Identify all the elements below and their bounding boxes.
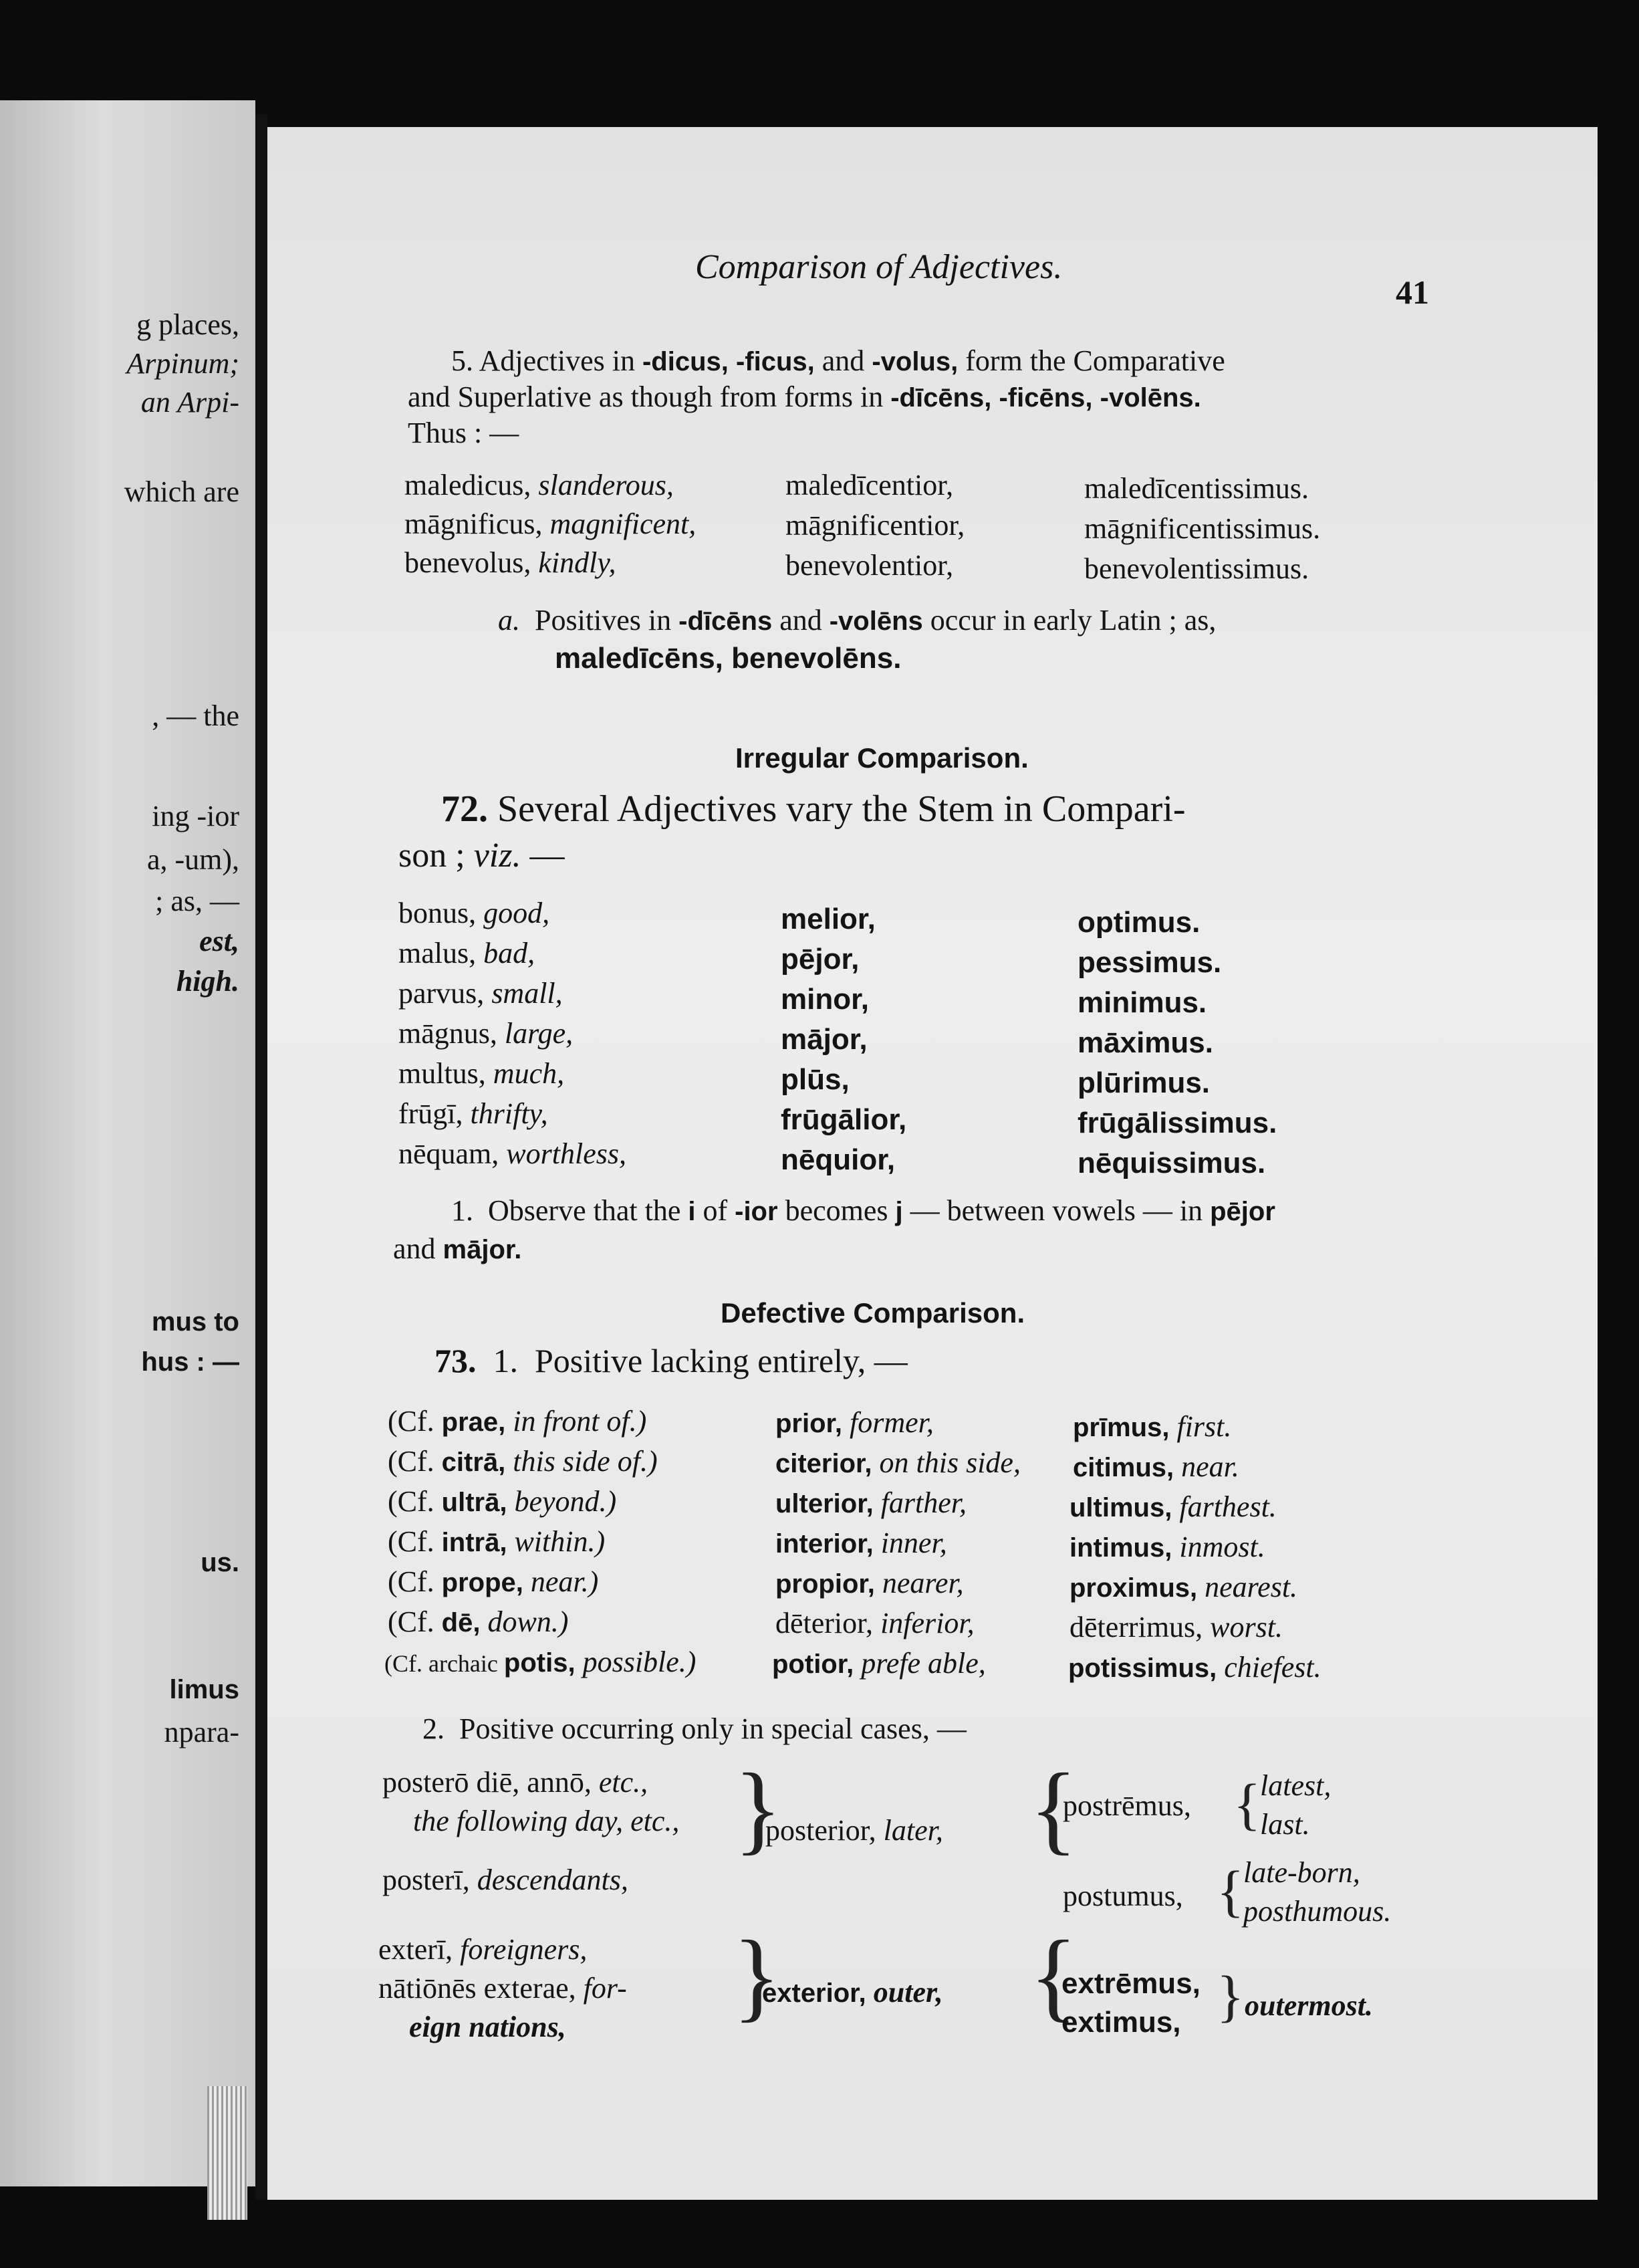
postremus-cell: postrēmus, <box>1063 1789 1191 1822</box>
page-edge <box>207 2086 247 2220</box>
left-fragment: a, -um), <box>146 843 239 876</box>
table-row: (Cf. archaic potis, possible.) <box>384 1646 697 1678</box>
section-5-line-3: Thus : — <box>408 417 519 449</box>
exterus-line-3: eign nations, <box>409 2011 566 2043</box>
left-fragment: , — the <box>152 699 239 732</box>
superlative-cell: potissimus, chiefest. <box>1068 1651 1321 1684</box>
brace: { <box>1233 1772 1261 1836</box>
superlative-cell: prīmus, first. <box>1073 1410 1232 1443</box>
superlative-cell: optimus. <box>1078 906 1201 939</box>
left-fragment: high. <box>176 965 239 998</box>
comparative-cell: prior, former, <box>775 1406 934 1439</box>
brace: } <box>733 1920 781 2031</box>
page-number: 41 <box>1396 273 1429 311</box>
paragraph-73-line-1: 73. 1. Positive lacking entirely, — <box>434 1342 908 1379</box>
left-fragment: which are <box>124 475 239 508</box>
comparative-cell: ulterior, farther, <box>775 1486 967 1519</box>
superlative-cell: intimus, inmost. <box>1069 1530 1265 1563</box>
postumus-cell: postumus, <box>1063 1880 1183 1912</box>
observation-line-1: 1. Observe that the i of -ior becomes j — between vowels — in pējor <box>451 1194 1275 1227</box>
comparative-cell: maledīcentior, <box>785 469 954 501</box>
left-fragment: ; as, — <box>155 885 239 917</box>
table-row: malus, bad, <box>398 937 535 970</box>
table-row: nēquam, worthless, <box>398 1137 626 1170</box>
brace: } <box>1217 1964 1245 2028</box>
brace: { <box>1217 1859 1245 1923</box>
left-fragment: hus : — <box>141 1347 239 1377</box>
left-page <box>0 100 255 2186</box>
superlative-cell: dēterrimus, worst. <box>1069 1611 1283 1643</box>
table-row: (Cf. dē, down.) <box>388 1605 569 1638</box>
extimus-cell: extimus, <box>1061 2006 1181 2039</box>
comparative-cell: potior, prefe able, <box>772 1647 986 1680</box>
left-fragment: an Arpi- <box>140 386 239 419</box>
section-heading: Defective Comparison. <box>721 1297 1025 1329</box>
gloss: posthumous. <box>1243 1895 1392 1928</box>
subsection-2-line: 2. Positive occurring only in special cases, — <box>422 1712 967 1745</box>
left-fragment: mus to <box>151 1307 239 1337</box>
book-gutter <box>255 114 267 2200</box>
superlative-cell: benevolentissimus. <box>1084 552 1309 585</box>
comparative-cell: frūgālior, <box>781 1103 907 1136</box>
table-row: parvus, small, <box>398 977 563 1010</box>
posterus-line-2: the following day, etc., <box>413 1805 680 1837</box>
table-row: māgnificus, magnificent, <box>404 507 697 540</box>
comparative-cell: interior, inner, <box>775 1526 947 1559</box>
gloss: latest, <box>1260 1769 1332 1802</box>
superlative-cell: māximus. <box>1078 1026 1213 1059</box>
gloss: outermost. <box>1245 1989 1373 2022</box>
superlative-cell: frūgālissimus. <box>1078 1107 1277 1139</box>
posterus-line-3: posterī, descendants, <box>382 1863 628 1896</box>
left-fragment: ing -ior <box>152 800 239 832</box>
exterus-line-1: exterī, foreigners, <box>378 1933 588 1966</box>
comparative-cell: melior, <box>781 903 876 935</box>
posterior-cell: posterior, later, <box>765 1814 943 1847</box>
comparative-cell: mājor, <box>781 1023 868 1056</box>
comparative-cell: plūs, <box>781 1063 850 1096</box>
superlative-cell: minimus. <box>1078 986 1207 1019</box>
table-row: (Cf. ultrā, beyond.) <box>388 1485 617 1518</box>
table-row: benevolus, kindly, <box>404 546 616 579</box>
brace: } <box>734 1753 782 1864</box>
exterus-line-2: nātiōnēs exterae, for- <box>378 1972 627 2005</box>
table-row: maledicus, slanderous, <box>404 469 674 501</box>
left-fragment: npara- <box>164 1716 239 1748</box>
superlative-cell: proximus, nearest. <box>1069 1571 1298 1603</box>
left-fragment: g places, <box>136 308 239 341</box>
paragraph-72-line-2: son ; viz. — <box>398 836 565 875</box>
superlative-cell: ultimus, farthest. <box>1069 1490 1277 1523</box>
table-row: multus, much, <box>398 1057 565 1090</box>
note-a-line-1: a. Positives in -dīcēns and -volēns occur in early Latin ; as, <box>498 604 1217 637</box>
left-fragment: est, <box>199 925 239 957</box>
superlative-cell: nēquissimus. <box>1078 1147 1266 1179</box>
left-fragment: Arpinum; <box>126 347 239 380</box>
comparative-cell: propior, nearer, <box>775 1567 964 1599</box>
superlative-cell: citimus, near. <box>1073 1450 1239 1483</box>
gloss: last. <box>1260 1808 1310 1841</box>
table-row: māgnus, large, <box>398 1017 574 1050</box>
table-row: frūgī, thrifty, <box>398 1097 548 1130</box>
brace: { <box>1029 1920 1078 2031</box>
exterior-cell: exterior, outer, <box>762 1976 943 2009</box>
comparative-cell: minor, <box>781 983 870 1016</box>
gloss: late-born, <box>1243 1856 1360 1889</box>
note-a-line-2: maledīcēns, benevolēns. <box>555 642 902 675</box>
table-row: (Cf. intrā, within.) <box>388 1525 606 1558</box>
table-row: bonus, good, <box>398 897 550 929</box>
observation-line-2: and mājor. <box>393 1232 522 1265</box>
left-fragment: us. <box>201 1548 239 1577</box>
superlative-cell: pessimus. <box>1078 946 1222 979</box>
comparative-cell: citerior, on this side, <box>775 1446 1021 1479</box>
table-row: (Cf. prope, near.) <box>388 1565 599 1598</box>
section-5-line-1: 5. Adjectives in -dicus, -ficus, and -volus, form the Comparative <box>451 344 1225 377</box>
superlative-cell: māgnificentissimus. <box>1084 512 1321 545</box>
superlative-cell: maledīcentissimus. <box>1084 472 1309 505</box>
brace: { <box>1029 1753 1078 1864</box>
extremus-cell: extrēmus, <box>1061 1967 1201 2000</box>
posterus-line-1: posterō diē, annō, etc., <box>382 1766 648 1799</box>
paragraph-72-line-1: 72. Several Adjectives vary the Stem in Compari- <box>441 788 1186 830</box>
comparative-cell: dēterior, inferior, <box>775 1607 975 1639</box>
comparative-cell: māgnificentior, <box>785 509 965 542</box>
running-title: Comparison of Adjectives. <box>695 248 1063 286</box>
table-row: (Cf. prae, in front of.) <box>388 1405 647 1438</box>
comparative-cell: pējor, <box>781 943 860 976</box>
comparative-cell: nēquior, <box>781 1143 896 1176</box>
table-row: (Cf. citrā, this side of.) <box>388 1445 658 1478</box>
superlative-cell: plūrimus. <box>1078 1066 1211 1099</box>
comparative-cell: benevolentior, <box>785 549 954 582</box>
section-heading: Irregular Comparison. <box>735 742 1029 774</box>
section-5-line-2: and Superlative as though from forms in -dīcēns, -ficēns, -volēns. <box>408 380 1201 413</box>
left-fragment: limus <box>169 1675 239 1704</box>
right-page <box>267 127 1598 2200</box>
